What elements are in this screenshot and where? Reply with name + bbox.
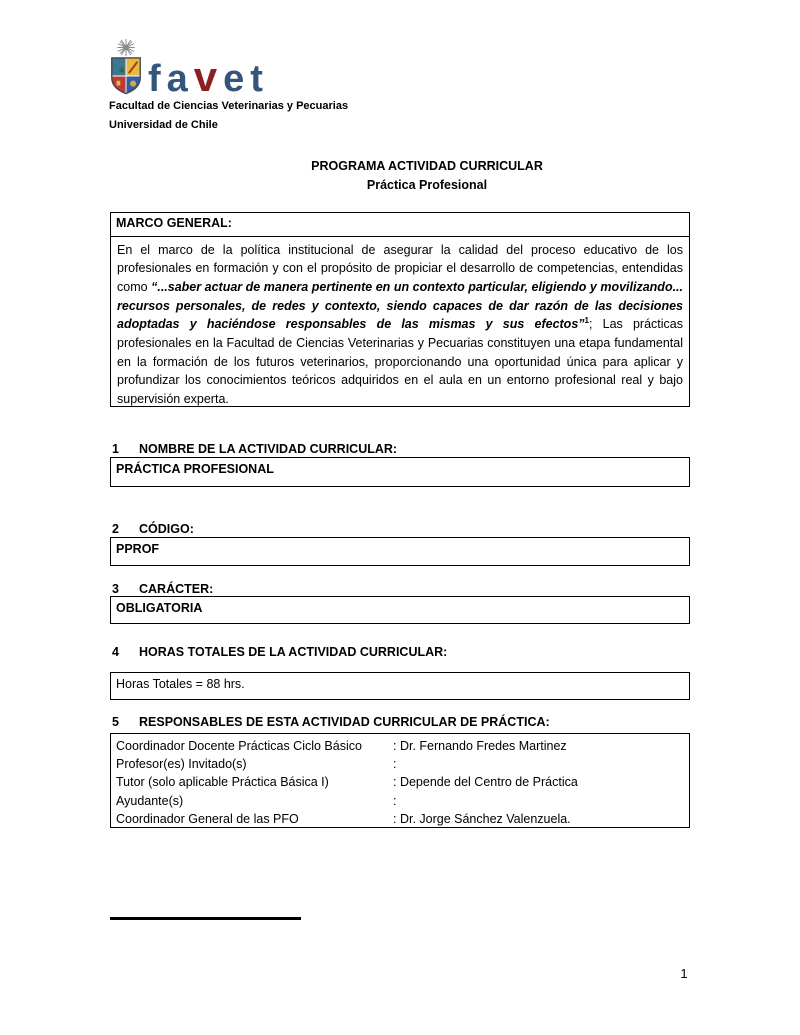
section-2-heading	[112, 522, 194, 536]
logo-block	[109, 38, 348, 133]
marco-general-body	[110, 236, 690, 407]
section-5-title: RESPONSABLES DE ESTA ACTIVIDAD CURRICULAR DE PRÁCTICA:	[139, 715, 550, 729]
responsable-name: :	[393, 757, 397, 772]
responsable-role: Ayudante(s)	[116, 793, 184, 808]
section-5-heading	[112, 715, 550, 729]
universidad-de-chile-shield-icon	[109, 38, 143, 95]
responsable-role: Tutor (solo aplicable Práctica Básica I)	[116, 775, 329, 790]
section-2-number: 2	[112, 522, 119, 536]
footnote-marker: 1	[584, 316, 589, 326]
table-row	[116, 810, 684, 828]
wordmark-et: et	[223, 57, 269, 100]
marco-text-quote: “...saber actuar de manera pertinente en un contexto particular, eligiendo y movilizando... recursos personales, de redes y contexto, siendo capaces de dar razón de las decisiones adoptadas y haciéndose responsables de las mismas y sus efectos”	[117, 279, 683, 332]
section-3-number: 3	[112, 582, 119, 596]
section-1-title: NOMBRE DE LA ACTIVIDAD CURRICULAR:	[139, 442, 398, 456]
section-4-number: 4	[112, 645, 119, 659]
responsable-name: : Depende del Centro de Práctica	[393, 775, 578, 790]
section-3-title: CARÁCTER:	[139, 582, 214, 596]
section-1-heading	[112, 442, 397, 456]
marco-general-header: MARCO GENERAL:	[110, 212, 690, 237]
favet-wordmark	[148, 52, 269, 100]
title-line-2: Práctica Profesional	[366, 177, 488, 192]
section-3-value-box: OBLIGATORIA	[110, 596, 690, 624]
footnote-separator-rule	[110, 917, 301, 920]
wordmark-fa: fa	[148, 57, 194, 100]
responsable-name: : Dr. Fernando Fredes Martinez	[393, 739, 567, 753]
section-1-number: 1	[112, 442, 119, 456]
logo-row	[109, 38, 348, 100]
title-line-1: PROGRAMA ACTIVIDAD CURRICULAR	[311, 159, 543, 173]
section-2-value-box: PPROF	[110, 537, 690, 566]
section-4-value-box: Horas Totales = 88 hrs.	[110, 672, 690, 700]
faculty-name: Facultad de Ciencias Veterinarias y Pecuarias	[109, 100, 349, 112]
table-row	[116, 755, 684, 773]
table-row	[116, 792, 684, 810]
responsable-role: Coordinador Docente Prácticas Ciclo Básico	[116, 739, 362, 753]
university-name: Universidad de Chile	[109, 119, 218, 131]
marco-text-before: En el marco de la política institucional de asegurar la calidad del proceso educativo de los profesionales en formación y con el propósito de propiciar el desarrollo de competencias, entendidas como	[117, 242, 683, 294]
wordmark-v: v	[193, 52, 224, 100]
section-4-heading	[112, 645, 447, 659]
responsables-table	[110, 733, 690, 828]
section-2-title: CÓDIGO:	[139, 522, 194, 536]
table-row	[116, 737, 684, 755]
section-4-title: HORAS TOTALES DE LA ACTIVIDAD CURRICULAR:	[139, 645, 448, 659]
responsable-name: :	[393, 793, 397, 808]
marco-text-after: ; Las prácticas profesionales en la Facultad de Ciencias Veterinarias y Pecuarias constituyen una etapa fundamental en la formación de los futuros veterinarios, proporcionando una oportunidad única para aplicar y profundizar los conocimientos teóricos adquiridos en el aula en un entorno profesional real y bajo supervisión experta.	[117, 317, 683, 407]
page-number: 1	[680, 966, 688, 981]
section-3-heading	[112, 582, 213, 596]
document-title	[110, 157, 744, 194]
section-5-number: 5	[112, 715, 119, 729]
responsable-name: : Dr. Jorge Sánchez Valenzuela.	[393, 811, 571, 826]
table-row	[116, 773, 684, 791]
responsable-role: Profesor(es) Invitado(s)	[116, 757, 247, 772]
responsable-role: Coordinador General de las PFO	[116, 811, 299, 826]
section-1-value-box: PRÁCTICA PROFESIONAL	[110, 457, 690, 487]
